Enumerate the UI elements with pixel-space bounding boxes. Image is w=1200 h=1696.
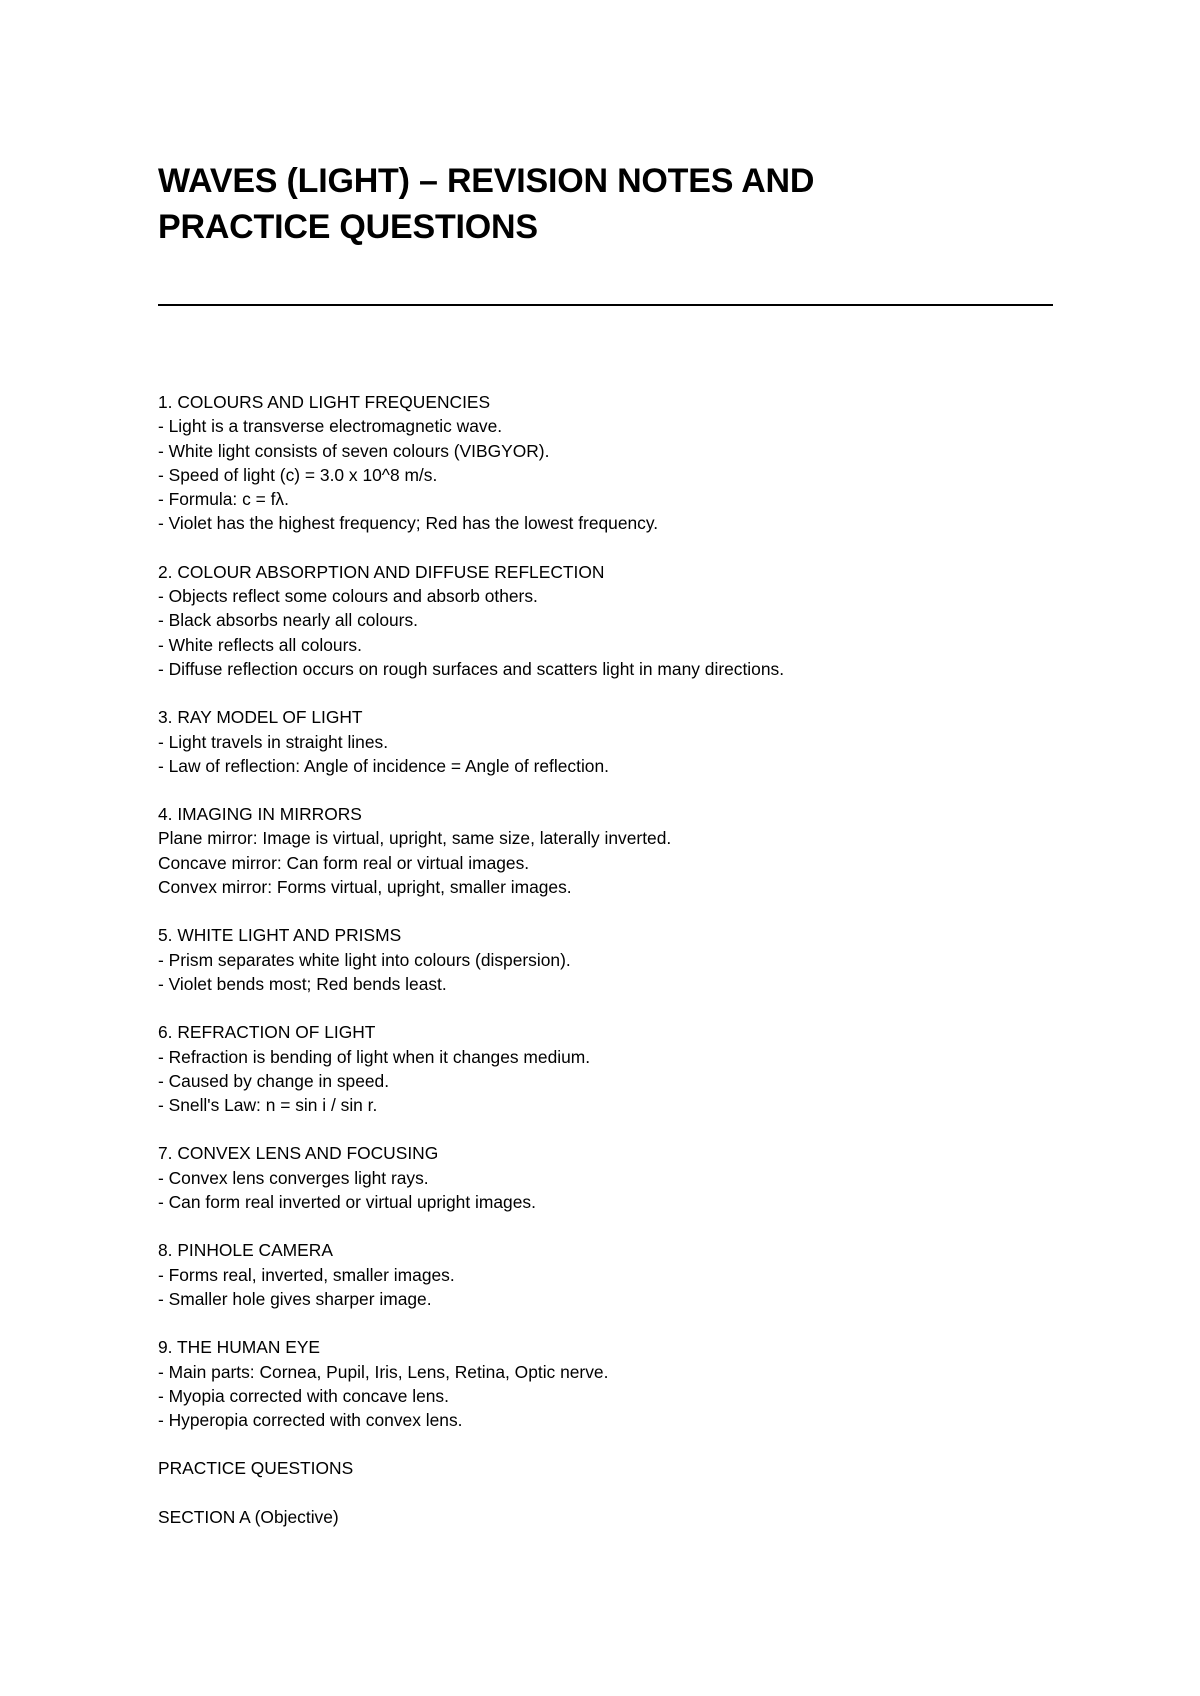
section-heading: 1. COLOURS AND LIGHT FREQUENCIES — [158, 392, 491, 412]
notes-section — [158, 560, 1053, 681]
title-line: WAVES (LIGHT) – REVISION NOTES AND — [158, 162, 815, 200]
note-line: - White reflects all colours. — [158, 634, 362, 655]
section-heading: 5. WHITE LIGHT AND PRISMS — [158, 925, 402, 946]
section-a-heading: SECTION A (Objective) — [158, 1506, 339, 1527]
notes-section — [158, 802, 1053, 899]
horizontal-divider — [158, 304, 1053, 306]
section-heading: 7. CONVEX LENS AND FOCUSING — [158, 1143, 439, 1164]
section-heading: 6. REFRACTION OF LIGHT — [158, 1022, 376, 1043]
notes-section — [158, 1141, 1053, 1214]
document-page — [158, 158, 1053, 1527]
note-line: - Smaller hole gives sharper image. — [158, 1288, 432, 1309]
notes-section — [158, 705, 1053, 778]
note-line: - Black absorbs nearly all colours. — [158, 610, 419, 631]
note-line: - White light consists of seven colours (VIBGYOR). — [158, 440, 550, 461]
note-line: - Myopia corrected with concave lens. — [158, 1385, 449, 1406]
note-line: Concave mirror: Can form real or virtual images. — [158, 852, 530, 873]
note-line: - Prism separates white light into colours (dispersion). — [158, 949, 571, 970]
section-heading: 8. PINHOLE CAMERA — [158, 1240, 333, 1261]
note-line: - Objects reflect some colours and absorb others. — [158, 586, 538, 607]
note-line: - Snell's Law: n = sin i / sin r. — [158, 1095, 378, 1116]
section-heading: 2. COLOUR ABSORPTION AND DIFFUSE REFLECTION — [158, 561, 605, 582]
notes-body — [158, 390, 1053, 1553]
note-line: - Formula: c = fλ. — [158, 489, 289, 510]
note-line: - Convex lens converges light rays. — [158, 1167, 429, 1188]
notes-section — [158, 1335, 1053, 1432]
note-line: - Forms real, inverted, smaller images. — [158, 1264, 455, 1285]
notes-section — [158, 390, 1053, 536]
note-line: - Hyperopia corrected with convex lens. — [158, 1410, 463, 1431]
note-line: - Law of reflection: Angle of incidence = Angle of reflection. — [158, 755, 609, 776]
notes-section — [158, 1020, 1053, 1117]
section-heading: 9. THE HUMAN EYE — [158, 1337, 321, 1358]
notes-section — [158, 923, 1053, 996]
note-line: Convex mirror: Forms virtual, upright, smaller images. — [158, 877, 572, 898]
note-line: - Violet has the highest frequency; Red has the lowest frequency. — [158, 513, 659, 534]
document-title — [158, 158, 1053, 250]
title-line: PRACTICE QUESTIONS — [158, 208, 538, 246]
practice-questions-heading: PRACTICE QUESTIONS — [158, 1458, 354, 1479]
note-line: - Speed of light (c) = 3.0 x 10^8 m/s. — [158, 464, 438, 485]
section-heading: 3. RAY MODEL OF LIGHT — [158, 707, 363, 728]
note-line: Plane mirror: Image is virtual, upright, same size, laterally inverted. — [158, 828, 672, 849]
note-line: - Caused by change in speed. — [158, 1070, 390, 1091]
note-line: - Diffuse reflection occurs on rough surfaces and scatters light in many directions. — [158, 658, 785, 679]
note-line: - Can form real inverted or virtual upright images. — [158, 1192, 536, 1213]
section-heading: 4. IMAGING IN MIRRORS — [158, 804, 362, 825]
notes-section — [158, 1238, 1053, 1311]
note-line: - Violet bends most; Red bends least. — [158, 973, 447, 994]
note-line: - Light travels in straight lines. — [158, 731, 389, 752]
note-line: - Main parts: Cornea, Pupil, Iris, Lens, Retina, Optic nerve. — [158, 1361, 609, 1382]
note-line: - Refraction is bending of light when it changes medium. — [158, 1046, 591, 1067]
note-line: - Light is a transverse electromagnetic wave. — [158, 416, 503, 437]
